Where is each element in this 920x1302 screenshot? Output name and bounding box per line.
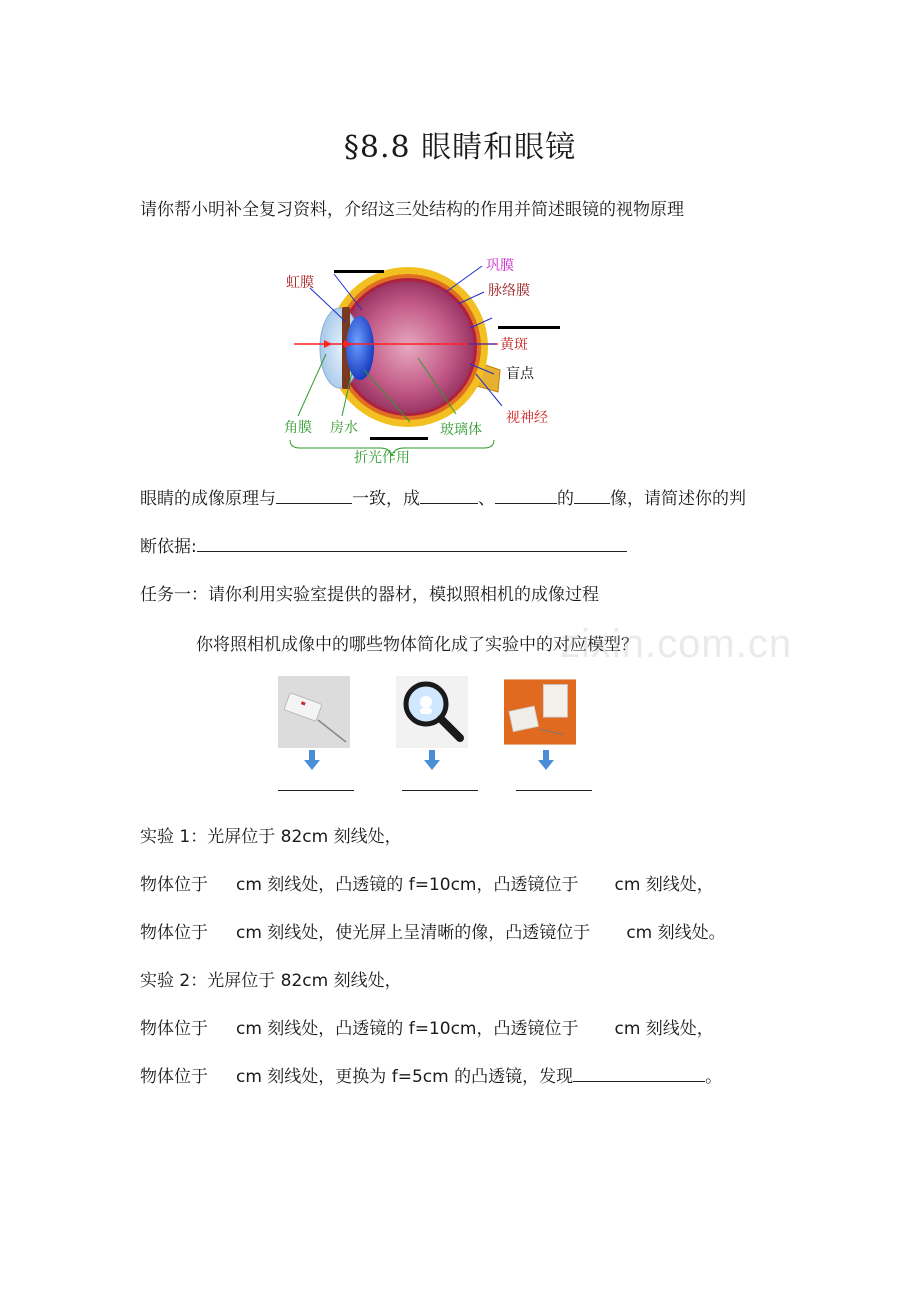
exp-text: cm 刻线处，使光屏上呈清晰的像，凸透镜位于 (236, 923, 591, 943)
answer-bar (334, 270, 384, 273)
task-heading: 任务一：请你利用实验室提供的器材，模拟照相机的成像过程 (140, 585, 599, 605)
exp-text: cm 刻线处， (614, 875, 714, 895)
exp-text: cm 刻线处，更换为 f=5cm 的凸透镜，发现 (236, 1067, 574, 1087)
label-macula: 黄斑 (500, 337, 528, 353)
model-answer-line[interactable] (278, 790, 354, 791)
answer-bar (498, 326, 560, 329)
label-vitreous: 玻璃体 (440, 422, 482, 438)
down-arrow-icon (537, 750, 555, 770)
answer-blank[interactable] (574, 486, 610, 504)
answer-blank[interactable] (276, 486, 352, 504)
exp-text: cm 刻线处，凸透镜的 f=10cm，凸透镜位于 (236, 875, 579, 895)
exp1-line-a (140, 870, 714, 895)
label-blind-spot: 盲点 (506, 366, 534, 382)
exp-text: 。 (705, 1067, 723, 1087)
principle-line-2 (140, 532, 627, 557)
exp-text: 物体位于 (140, 875, 208, 895)
lens-shape (346, 316, 374, 380)
down-arrow-icon (303, 750, 321, 770)
exp2-title: 实验 2：光屏位于 82cm 刻线处， (140, 971, 402, 991)
principle-text: 、 (478, 489, 495, 509)
magnifier-icon-image (396, 676, 468, 748)
exp-text: cm 刻线处。 (626, 923, 726, 943)
exp-text: 物体位于 (140, 923, 208, 943)
exp-text: 物体位于 (140, 1067, 208, 1087)
answer-blank[interactable] (197, 534, 627, 552)
exp-text: cm 刻线处， (614, 1019, 714, 1039)
answer-blank[interactable] (420, 486, 478, 504)
label-optic-nerve: 视神经 (506, 410, 548, 426)
model-answer-line[interactable] (516, 790, 592, 791)
led-light-source-image (278, 676, 350, 748)
answer-blank[interactable] (495, 486, 557, 504)
eye-diagram (280, 252, 570, 467)
down-arrow-icon (423, 750, 441, 770)
exp-text: cm 刻线处，凸透镜的 f=10cm，凸透镜位于 (236, 1019, 579, 1039)
principle-text: 一致，成 (352, 489, 420, 509)
answer-bar (370, 437, 428, 440)
exp-text: 物体位于 (140, 1019, 208, 1039)
principle-text: 的 (557, 489, 574, 509)
principle-text: 断依据: (140, 537, 197, 557)
principle-text: 眼睛的成像原理与 (140, 489, 276, 509)
question-text: 你将照相机成像中的哪些物体简化成了实验中的对应模型？ (196, 635, 638, 655)
answer-blank[interactable] (573, 1064, 705, 1082)
label-aqueous: 房水 (330, 420, 358, 436)
label-cornea: 角膜 (284, 420, 312, 436)
label-choroid: 脉络膜 (488, 283, 530, 299)
label-refraction: 折光作用 (354, 450, 410, 466)
model-answer-line[interactable] (402, 790, 478, 791)
exp2-line-a (140, 1014, 714, 1039)
exp2-line-b (140, 1062, 722, 1087)
intro-text: 请你帮小明补全复习资料，介绍这三处结构的作用并简述眼镜的视物原理 (140, 200, 684, 220)
exp1-line-b (140, 918, 726, 943)
label-sclera: 巩膜 (486, 258, 514, 274)
watermark: zixin.com.cn (560, 622, 793, 666)
page-title: §8.8 眼睛和眼镜 (343, 130, 577, 165)
screen-card-image (504, 676, 576, 748)
label-iris: 虹膜 (286, 275, 314, 291)
principle-text: 像，请简述你的判 (610, 489, 746, 509)
principle-line-1 (140, 484, 746, 509)
exp1-title: 实验 1：光屏位于 82cm 刻线处， (140, 827, 402, 847)
